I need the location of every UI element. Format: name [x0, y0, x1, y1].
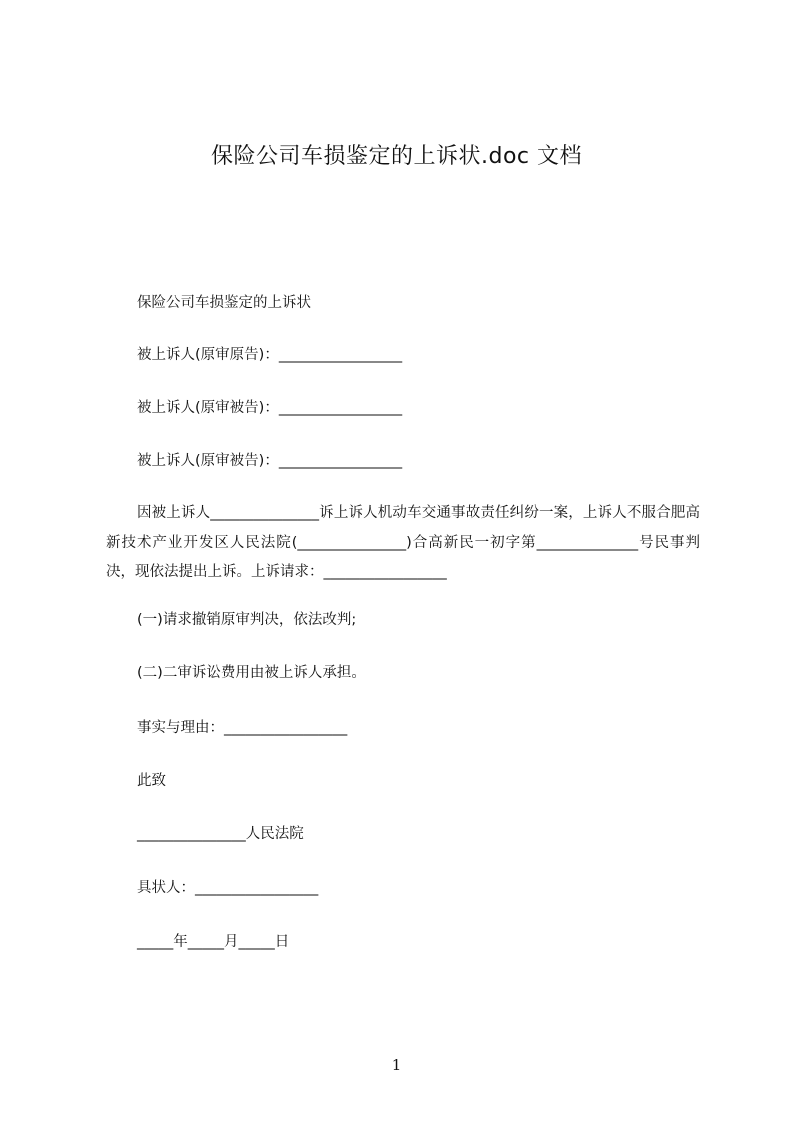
appellee-2-line: 被上诉人(原审被告)：_________________: [137, 400, 403, 416]
date-line: _____年_____月_____日: [137, 934, 290, 950]
page-number: 1: [391, 1056, 402, 1074]
court-line: _______________人民法院: [137, 826, 304, 842]
document-subtitle: 保险公司车损鉴定的上诉状: [137, 295, 311, 311]
salutation: 此致: [137, 773, 166, 789]
appellee-1-line: 被上诉人(原审原告)：_________________: [137, 347, 403, 363]
signer-line: 具状人：_________________: [137, 880, 319, 896]
body-paragraph: 因被上诉人_______________诉上诉人机动车交通事故责任纠纷一案，上诉人不服合肥高新技术产业开发区人民法院(_______________)合高新民一初字第______________号民事判决，现依法提出上诉。上诉请求：_________________: [106, 505, 700, 580]
document-title: 保险公司车损鉴定的上诉状.doc 文档: [210, 144, 582, 169]
request-1: (一)请求撤销原审判决，依法改判;: [137, 612, 357, 628]
request-2: (二)二审诉讼费用由被上诉人承担。: [137, 665, 366, 681]
facts-and-reasons: 事实与理由：_________________: [137, 720, 348, 736]
appellee-3-line: 被上诉人(原审被告)：_________________: [137, 453, 403, 469]
